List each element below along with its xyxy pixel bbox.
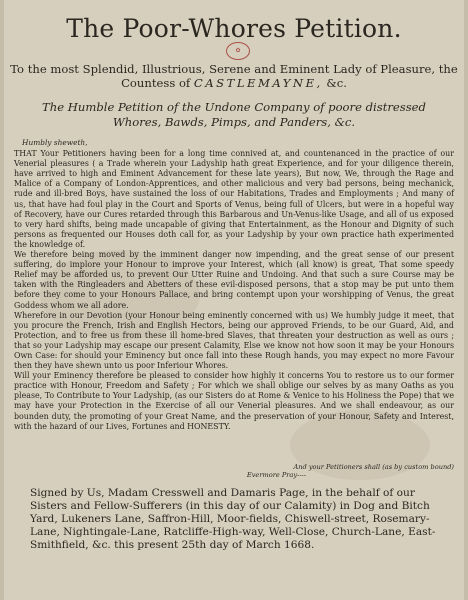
closing [14, 463, 454, 479]
paper-edge-left [0, 0, 4, 600]
body-paragraph: We therefore being moved by the imminent danger now impending, and the great sense of our present suffering, do implore your Honour to improve your Interest, which (all know) is great, That some speedy Relief may be afforded us, to prevent Our Utter Ruine and Undoing. And that such a sure Course may be taken with the Ringleaders and Abetters of these evil-disposed persons, that a stop may be put unto them before they come to your Honours Pallace, and bring contempt upon your worshipping of Venus, the great Goddess whom we all adore. [14, 250, 454, 310]
document-title: The Poor-Whores Petition. [66, 14, 402, 43]
petition-body [14, 138, 454, 432]
body-paragraph: Wherefore in our Devotion (your Honour being eminently concerned with us) We humbly judge it meet, that you procure the French, Irish and English Hectors, being our approved Friends, to be our Guard, Aid, and Protection, and to free us from these ill home-bred Slaves, that threaten your destruction as well as ours ; that so your Ladyship may escape our present Calamity, Else we know not how soon it may be your Honours Own Case: for should your Eminency but once fall into these Rough hands, you may expect no more Favour then they have shewn unto us poor Inferiour Whores. [14, 310, 454, 371]
closing-line-1: And your Petitioners shall (as by custom bound) [293, 463, 454, 471]
address-prefix: Countess of [121, 76, 191, 90]
address-suffix: &c. [326, 76, 347, 90]
seal-stamp-icon: ✿ [226, 42, 250, 60]
closing-line-2: Evermore Pray---- [246, 471, 306, 480]
body-paragraph: THAT Your Petitioners having been for a long time connived at, and countenanced in the practice of our Venerial pleasures ( a Trade wherein your Ladyship hath great Experience, and for your diligence therein, have arrived to high and Eminent Advancement for these late years), But now, We, through the Rage and Malice of a Company of London-Apprentices, and other malicious and very bad persons, being mechanick, rude and ill-bred Boys, have sustained the loss of our Habitations, Trades and Employments ; And many of us, that have had foul play in the Court and Sports of Venus, being full of Ulcers, but were in a hopeful way of Recovery, have our Cures retarded through this Barbarous and Un-Venus-like Usage, and all of us exposed to very hard shifts, being made uncapable of giving that Entertainment, as the Honour and Dignity of such persons as frequented our Houses doth call for, as your Ladyship by your own practice hath experimented the knowledge of. [14, 149, 454, 249]
petition-subtitle: The Humble Petition of the Undone Company of poore distressed Whores, Bawds, Pimps, and Panders, &c. [42, 100, 426, 129]
address-line [10, 62, 458, 90]
address-line-2 [10, 76, 458, 90]
salutation: Humbly sheweth, [22, 138, 88, 147]
body-paragraph: Will your Eminency therefore be pleased to consider how highly it concerns You to restore us to our former practice with Honour, Freedom and Safety ; For which we shall oblige our selves by as many Oaths as you please, To Contribute to Your Ladyship, (as our Sisters do at Rome & Venice to his Holiness the Pope) that we may have your Protection in the Exercise of all our Venerial pleasures. And we shall endeavour, as our bounden duty, the promoting of your Great Name, and the preservation of your Honour, Safety and Interest, with the hazard of our Lives, Fortunes and HONESTY. [14, 371, 454, 431]
countess-name: CASTLEMAYNE, [193, 76, 323, 90]
paper-edge-right [464, 0, 468, 600]
address-line-1: To the most Splendid, Illustrious, Serene and Eminent Lady of Pleasure, the [10, 62, 458, 76]
signature-block: Signed by Us, Madam Cresswell and Damaris Page, in the behalf of our Sisters and Fellow-Sufferers (in this day of our Calamity) in Dog and Bitch Yard, Lukeners Lane, Saffron-Hill, Moor-fields, Chiswell-street, Rosemary-Lane, Nightingale-Lane, Ratcliffe-High-way, Well-Close, Church-Lane, East-Smithfield, &c. this present 25th day of March 1668. [30, 487, 436, 551]
